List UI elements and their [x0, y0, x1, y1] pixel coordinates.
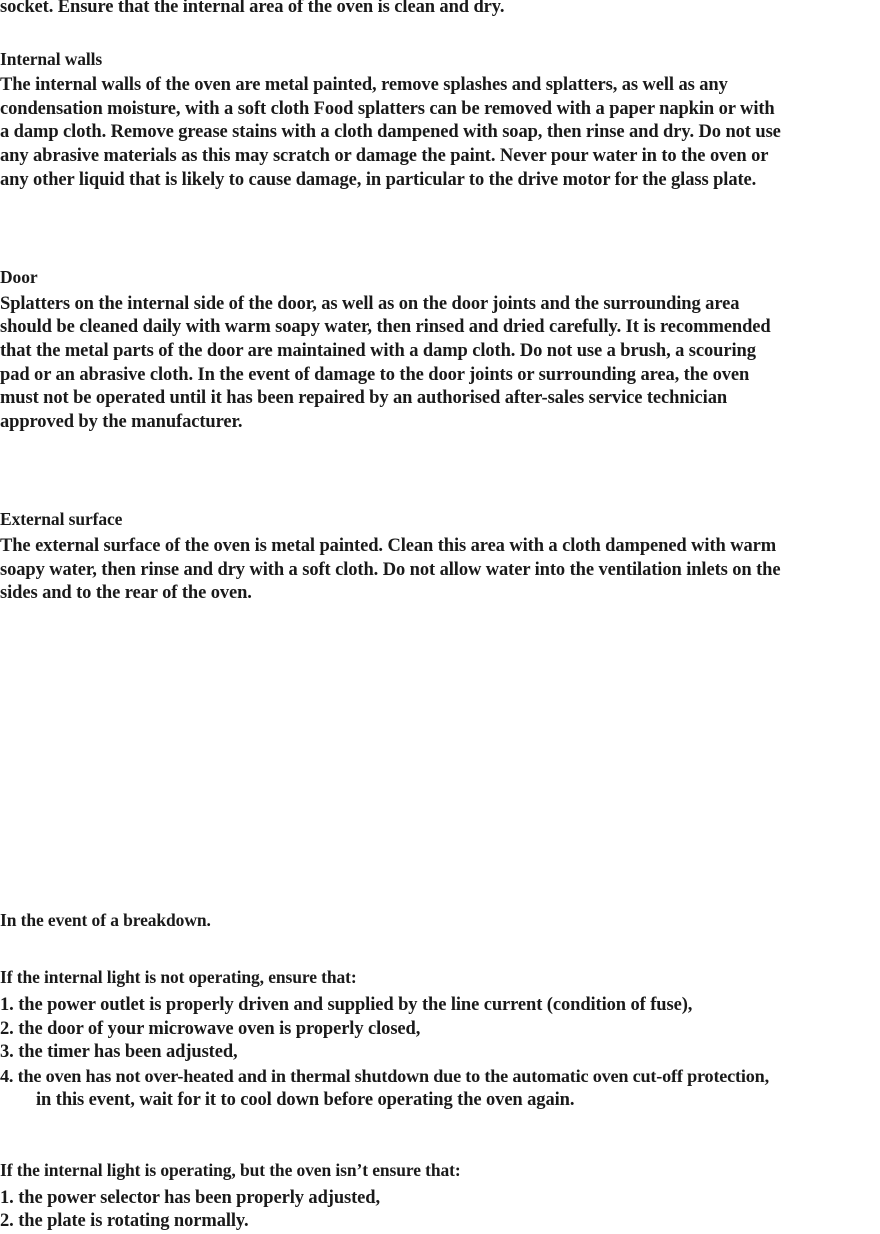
internal-walls-line: The internal walls of the oven are metal painted, remove splashes and splatters, as well as any [0, 75, 728, 95]
door-line: must not be operated until it has been repaired by an authorised after-sales service technician [0, 388, 728, 408]
checklist-item: 2. the plate is rotating normally. [0, 1211, 249, 1231]
door-line: that the metal parts of the door are maintained with a damp cloth. Do not use a brush, a scouring [0, 341, 756, 361]
door-line: should be cleaned daily with warm soapy water, then rinsed and dried carefully. It is recommended [0, 317, 771, 337]
external-surface-line: sides and to the rear of the oven. [0, 583, 252, 603]
internal-walls-line: a damp cloth. Remove grease stains with a cloth dampened with soap, then rinse and dry. Do not use [0, 122, 781, 142]
external-surface-line: soapy water, then rinse and dry with a soft cloth. Do not allow water into the ventilation inlets on the [0, 560, 781, 580]
checklist-item: 4. the oven has not over-heated and in thermal shutdown due to the automatic oven cut-off protection, [0, 1066, 769, 1086]
checklist-item: 2. the door of your microwave oven is properly closed, [0, 1019, 421, 1039]
internal-walls-line: condensation moisture, with a soft cloth Food splatters can be removed with a paper napkin or with [0, 99, 775, 119]
light-operating-intro: If the internal light is operating, but the oven isn’t ensure that: [0, 1160, 461, 1180]
checklist-item: 3. the timer has been adjusted, [0, 1042, 238, 1062]
internal-walls-heading: Internal walls [0, 49, 103, 69]
checklist-item: 1. the power outlet is properly driven and supplied by the line current (condition of fuse), [0, 995, 693, 1015]
door-line: Splatters on the internal side of the door, as well as on the door joints and the surrounding area [0, 294, 740, 314]
door-heading: Door [0, 267, 38, 287]
checklist-item: 1. the power selector has been properly adjusted, [0, 1188, 380, 1208]
checklist-item-continuation: in this event, wait for it to cool down before operating the oven again. [36, 1090, 575, 1110]
door-line: pad or an abrasive cloth. In the event of damage to the door joints or surrounding area, the oven [0, 365, 750, 385]
internal-walls-line: any abrasive materials as this may scratch or damage the paint. Never pour water in to the oven or [0, 146, 769, 166]
intro-text: socket. Ensure that the internal area of the oven is clean and dry. [0, 0, 505, 17]
internal-walls-line: any other liquid that is likely to cause damage, in particular to the drive motor for the glass plate. [0, 170, 757, 190]
breakdown-heading: In the event of a breakdown. [0, 910, 211, 930]
external-surface-line: The external surface of the oven is metal painted. Clean this area with a cloth dampened with warm [0, 536, 777, 556]
external-surface-heading: External surface [0, 509, 123, 529]
light-not-operating-intro: If the internal light is not operating, ensure that: [0, 967, 357, 987]
door-line: approved by the manufacturer. [0, 412, 243, 432]
